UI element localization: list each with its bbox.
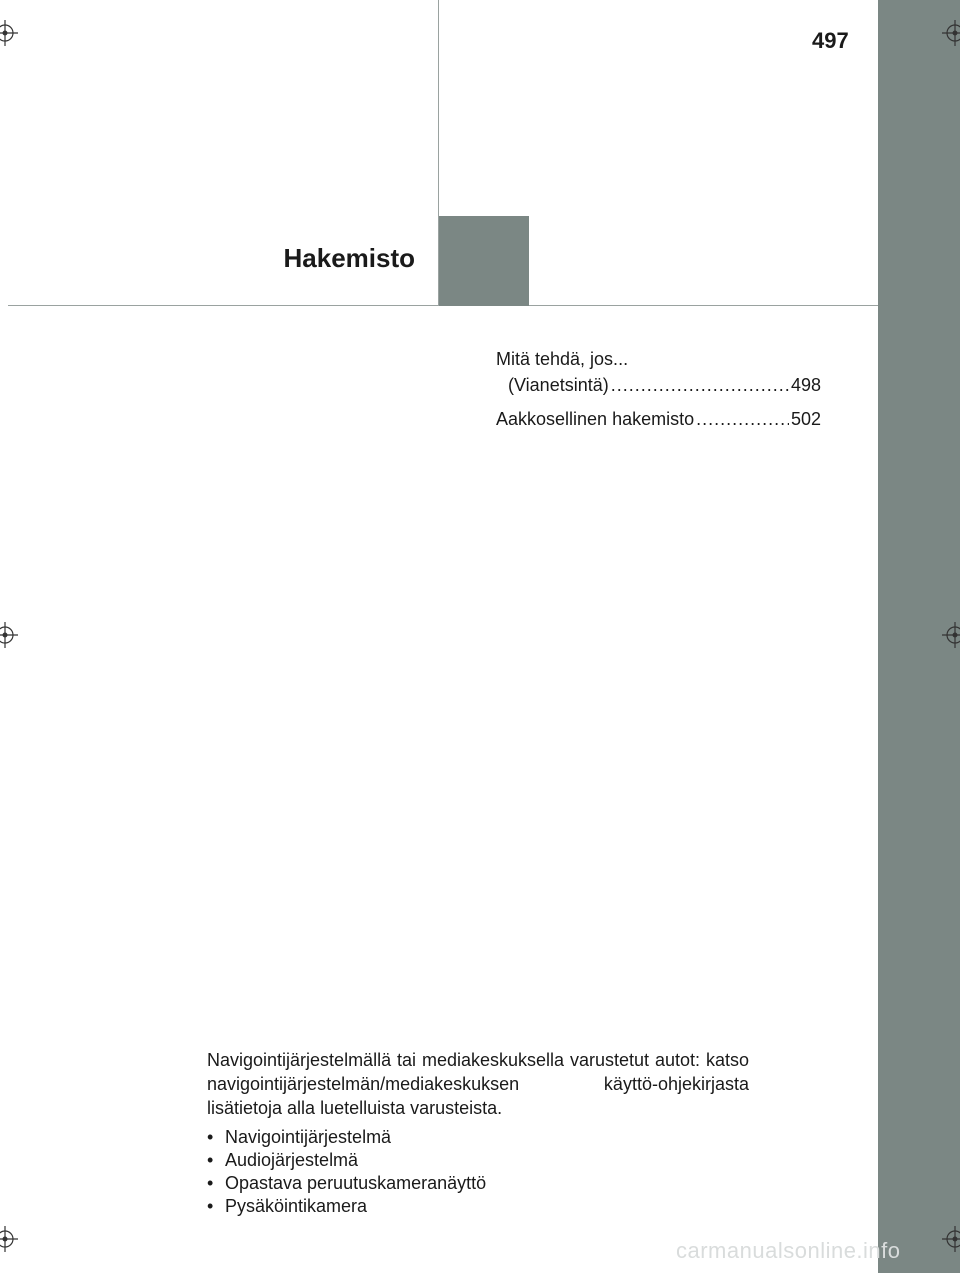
list-item [207, 1126, 749, 1149]
list-item-label: Pysäköintikamera [225, 1196, 368, 1216]
dot-leader [696, 406, 789, 432]
list-item [207, 1195, 749, 1218]
bullet-icon: • [207, 1127, 214, 1147]
list-item [207, 1149, 749, 1172]
toc-entry-alphabetical-index[interactable] [496, 406, 821, 432]
toc-entry-title: Aakkosellinen hakemisto [496, 409, 695, 429]
registration-mark-icon [942, 1226, 960, 1252]
section-title: Hakemisto [283, 243, 415, 273]
registration-mark-icon [0, 622, 18, 648]
list-item [207, 1172, 749, 1195]
watermark: carmanualsonline.info [676, 1238, 901, 1263]
section-color-block [439, 216, 529, 306]
equipment-list [207, 1126, 749, 1218]
toc-entry-title: Mitä tehdä, jos... [496, 349, 629, 369]
table-of-contents [496, 346, 821, 440]
toc-page-number: 502 [790, 409, 821, 429]
page-number: 497 [812, 28, 849, 53]
list-item-label: Audiojärjestelmä [225, 1150, 359, 1170]
bullet-icon: • [207, 1173, 214, 1193]
list-item-label: Navigointijärjestelmä [225, 1127, 392, 1147]
bullet-icon: • [207, 1150, 214, 1170]
toc-line [496, 346, 821, 372]
toc-line [496, 372, 821, 398]
registration-mark-icon [0, 1226, 18, 1252]
navigation-note [207, 1048, 749, 1218]
registration-mark-icon [942, 20, 960, 46]
toc-entry-troubleshooting[interactable] [496, 346, 821, 398]
toc-page-number: 498 [790, 375, 821, 395]
registration-mark-icon [0, 20, 18, 46]
dot-leader [611, 372, 789, 398]
toc-line [496, 406, 821, 432]
toc-entry-subtitle: (Vianetsintä) [508, 375, 609, 395]
note-text: Navigointijärjestelmällä tai mediakeskuksella varustetut autot: katso navigointijärjestelmän/mediakeskuksen käyttö-ohjekirjasta lisätietoja alla luetelluista varusteista. [207, 1050, 749, 1118]
list-item-label: Opastava peruutuskameranäyttö [225, 1173, 487, 1193]
registration-mark-icon [942, 622, 960, 648]
bullet-icon: • [207, 1196, 214, 1216]
